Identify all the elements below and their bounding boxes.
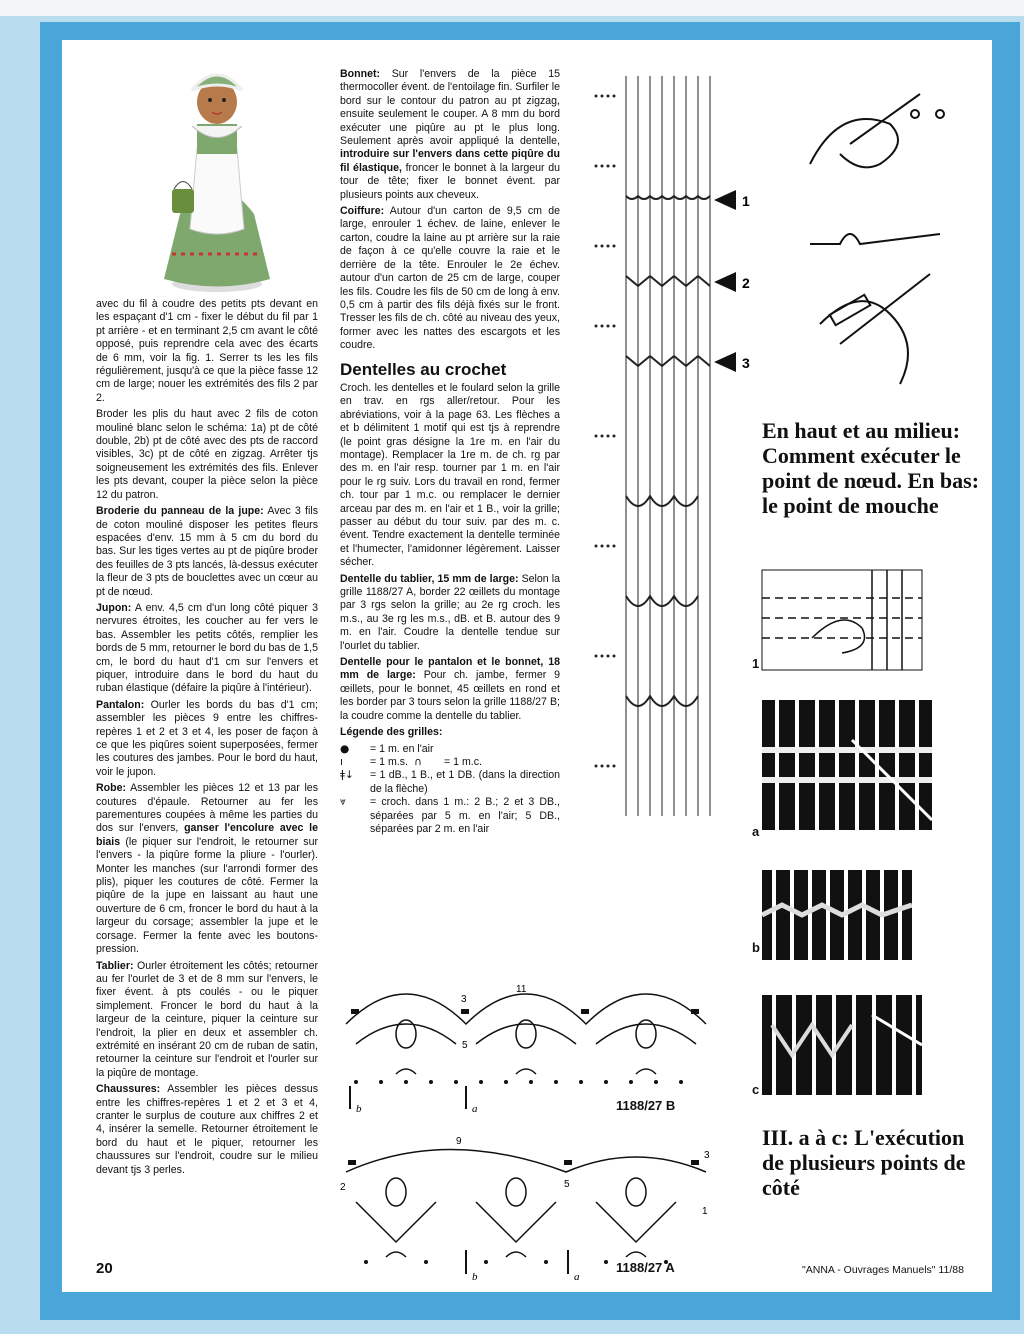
doll-photo [152,54,282,294]
legend-title: Légende des grilles: [340,726,443,739]
grid-label: 1188/27 A [616,1260,675,1275]
grid-mark: b [356,1103,362,1114]
arrow-label: 2 [742,275,750,291]
grid-number: 5 [462,1040,468,1051]
grid-mark: b [472,1271,478,1282]
paragraph: Bonnet: Sur l'envers de la pièce 15 thermocoller évent. de l'entoilage fin. Surfiler le bord sur le contour du patron au pt zigzag, ensuite seulement le couper. A 8 mm du bord exécuter une piqûre au pt le plus long. Seulement après avoir appliqué la dentelle, introduire sur l'envers dans cette piqûre du fil élastique, froncer le bonnet à la largeur du tour de tête; fixer le bonnet évent. par plusieurs points aux cheveux. [340,68,560,201]
paragraph: avec du fil à coudre des petits pts devant en les espaçant d'1 cm - fixer le début du fil par 1 pt arrière - et en terminant 2,5 cm avant le côté opposé, puis reprendre cela avec des écarts de 6 mm, voir la fig. 1. Serrer ts les les fils régulièrement, jusqu'à ce que la pièce fasse 12 cm de large; nouer les extrémités des fils 2 par 2. [96,298,318,404]
legend-row: ⩔ = croch. dans 1 m.: 2 B.; 2 et 3 DB., séparées par 5 m. en l'air; 5 DB., séparées par 2 m. en l'air [340,796,560,835]
arrow-label: 3 [742,355,750,371]
grid-number: 5 [564,1179,570,1190]
paragraph: Chaussures: Assembler les pièces dessus entre les chiffres-repères 1 et 2 et 3 et 4, cranter le surplus de couture aux chiffres 2 et 4, insérer la semelle. Retourner étroitement le bord du haut et le piquer, retourner les chaussures sur l'endroit, coudre sur le milieu devant tjs 3 perles. [96,1083,318,1176]
smocking-diagram [586,76,756,836]
grid-number: 3 [704,1150,710,1161]
grid-number: 2 [340,1182,346,1193]
grid-number: 1 [702,1206,708,1217]
figure-1-running-stitch [752,568,932,678]
page-number: 20 [96,1260,113,1277]
figure-caption-top: En haut et au milieu: Comment exécuter le point de nœud. En bas: le point de mouche [762,418,980,518]
paragraph: Coiffure: Autour d'un carton de 9,5 cm de large, enrouler 1 échev. de laine, enlever le carton, coudre la laine au pt arrière sur la raie de façon à ce qu'elle couvre la raie et le derrière de la tête. Enrouler le 2e échev. autour d'un carton de 25 cm de large, couper les fils. Coudre les fils de 50 cm de long à env. 0,5 cm à partir des fils déjà fixés sur le front. Tresser les fils de ch. côté au niveau des yeux, former avec les nattes des escargots et les coudre. [340,205,560,352]
paragraph: Pantalon: Ourler les bords du bas d'1 cm; assembler les pièces 9 entre les chiffres-repères 1 et 2 et 3 et 4, les poser de façon à ce que les piqûres soient superposées, fermer les coutures des jambes. Pour le bord du haut, voir le jupon. [96,698,318,778]
text-column-left [96,298,318,1180]
single-crochet-icon: ı [340,755,343,768]
figure-label: c [752,1082,760,1097]
figure-caption-bottom: III. a à c: L'exécution de plusieurs points de côté [762,1125,966,1200]
legend-row: ● = 1 m. en l'air [340,742,434,755]
legend-row: ı = 1 m.s. ∩ = 1 m.c. [340,755,482,768]
figure-label: 1 [752,656,760,671]
paragraph: Dentelle du tablier, 15 mm de large: Selon la grille 1188/27 A, border 22 œillets du montage par 3 rgs selon la grille; au 2e rg croch. les m.s., au 3e rg les m.s., dB. et B. autour des 9 m. en l'air. Coudre la dentelle tendue sur l'ourlet du tablier. [340,572,560,652]
knot-stitch-illustration [800,64,980,404]
scan-border [0,0,1024,16]
shell-stitch-icon: ⩔ [340,796,346,809]
figure-c-side-stitch [762,995,922,1095]
paragraph: Dentelle pour le pantalon et le bonnet, 18 mm de large: Pour ch. jambe, fermer 9 œillets, pour le bonnet, 45 œillets en rond et les border par 3 tours selon la grille 1188/27 B; la coudre comme la dentelle du tablier. [340,656,561,722]
figure-label: b [752,940,760,955]
grid-mark: a [574,1271,580,1282]
magazine-footer: "ANNA - Ouvrages Manuels" 11/88 [802,1264,964,1276]
paragraph: Broderie du panneau de la jupe: Avec 3 fils de coton mouliné disposer les petites fleurs espacées d'env. 15 mm à 5 cm du bord du bas. Sur les tiges vertes au pt de piqûre broder des feuilles de 3 pts lancés, là-dessus exécuter la fleur de 3 pts de bouclettes avec un cœur au pt de nœud. [96,505,319,598]
figure-a-side-stitch [762,700,932,830]
section-heading: Dentelles au crochet [340,359,507,379]
legend [340,726,560,836]
grid-mark: a [472,1103,478,1114]
grid-label: 1188/27 B [616,1098,676,1113]
crochet-grid-b [336,964,716,1114]
grid-number: 9 [456,1136,462,1147]
grid-number: 3 [461,994,467,1005]
treble-stitch-icon: ǂ↓ [340,769,354,782]
grid-number: 11 [516,984,527,995]
legend-row: ǂ↓ = 1 dB., 1 B., et 1 DB. (dans la direction de la flèche) [340,769,560,795]
magazine-page [62,40,992,1292]
figure-b-side-stitch [762,870,912,960]
slip-stitch-icon: ∩ [413,755,422,768]
paragraph: Croch. les dentelles et le foulard selon la grille en trav. en rgs aller/retour. Pour les abréviations, voir à la page 63. Les flèches a et b délimitent 1 motif qui est tjs à reprendre (le point gras désigne la 1re m. en l'air du montage). Remplacer la 1re m. de ch. rg par des m. en l'air resp. tourner par 1 m. en l'air pour le rg suiv. Lors du travail en rond, fermer ch. tour par 1 m.c. ou remplacer le dernier arceau par des m. en l'air et 1 B., voir la grille; passer au début du tour suiv. par des m. c. évent. Tendre exactement la dentelle terminée et l'humecter, l'amidonner légèrement. Laisser sécher. [340,381,560,569]
paragraph: Jupon: A env. 4,5 cm d'un long côté piquer 3 nervures étroites, les coucher au fer vers le bas. Assembler les petits côtés, remplier les bords de 5 mm, retourner le bord du bas de 1,5 cm, le bord du haut d'1 cm sur l'envers et piquer, introduire dans le bord du haut du ruban élastique (défaire la piqûre à l'intérieur). [96,601,319,695]
paragraph: Broder les plis du haut avec 2 fils de coton mouliné blanc selon le schéma: 1a) pt de côté double, 2b) pt de côté avec des pts de raccord visibles, 3c) pt de côté en zigzag. Arrêter tjs soigneusement les extrémités des fils. Enlever les pts devant, couper la pièce selon la pièce 12 du patron. [96,408,318,501]
arrow-label: 1 [742,193,750,209]
chain-stitch-icon: ● [340,742,350,755]
figure-label: a [752,824,760,839]
text-column-middle [340,68,560,836]
paragraph: Tablier: Ourler étroitement les côtés; retourner au fer l'ourlet de 3 et de 8 mm sur l'envers, le fixer évent. à pts coulés - ou le piquer simplement. Froncer le bord du haut à la largeur de la ceinture, piquer la ceinture sur l'endroit, la plier en deux et assembler ch. extrémité en insérant 20 cm de ruban de satin, retourner la ceinture sur l'endroit et l'ourler sur la piqûre de montage. [96,959,318,1079]
paragraph: Robe: Assembler les pièces 12 et 13 par les coutures d'épaule. Retourner au fer les parementures coupées à même les parties du dos sur l'envers, ganser l'encolure avec le biais (le piquer sur l'endroit, le retourner sur l'envers - la piqûre forme la pliure - l'ourler). Monter les manches (sur l'arrondi former des plis), piquer les coutures de côté. Fermer la piqûre de la jupe en laissant au haut une ouverture de 6 cm, froncer le bord du haut à la largeur du corsage; assembler la jupe et le corsage. Fermer la fente avec les boutons-pression. [96,782,318,956]
